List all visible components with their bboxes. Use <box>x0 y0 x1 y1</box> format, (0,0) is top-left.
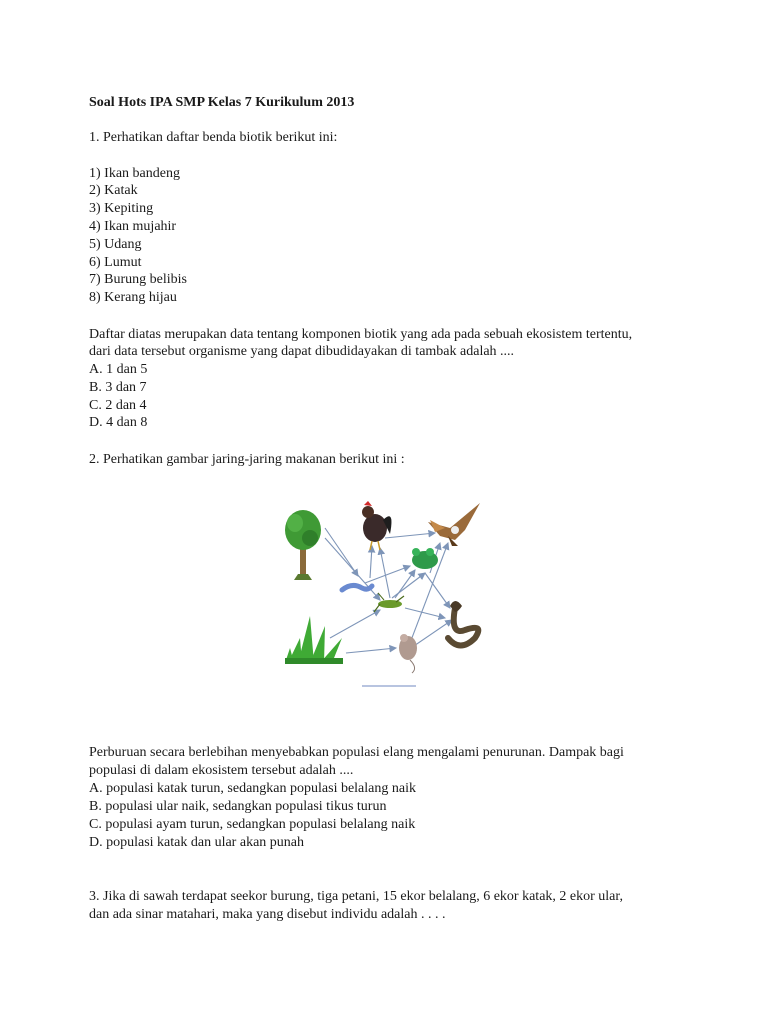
answer-option: C. populasi ayam turun, sedangkan populasi belalang naik <box>89 817 416 832</box>
grasshopper-icon <box>374 593 404 612</box>
rooster-icon <box>362 501 391 550</box>
list-item: 4) Ikan mujahir <box>89 219 177 234</box>
question-1-stem: dari data tersebut organisme yang dapat dibudidayakan di tambak adalah .... <box>89 344 515 359</box>
question-2-prompt: 2. Perhatikan gambar jaring-jaring makanan berikut ini : <box>89 452 405 467</box>
tree-icon <box>285 510 321 580</box>
answer-option: A. 1 dan 5 <box>89 362 148 377</box>
list-item: 2) Katak <box>89 183 138 198</box>
image-caption <box>362 685 416 687</box>
document-title: Soal Hots IPA SMP Kelas 7 Kurikulum 2013 <box>89 95 355 110</box>
list-item: 7) Burung belibis <box>89 272 187 287</box>
list-item: 8) Kerang hijau <box>89 290 177 305</box>
question-1-stem: Daftar diatas merupakan data tentang komponen biotik yang ada pada sebuah ekosistem tertentu, <box>89 327 633 342</box>
answer-option: D. 4 dan 8 <box>89 415 148 430</box>
mouse-icon <box>399 634 417 673</box>
list-item: 3) Kepiting <box>89 201 154 216</box>
list-item: 6) Lumut <box>89 255 142 270</box>
question-1-prompt: 1. Perhatikan daftar benda biotik berikut ini: <box>89 130 338 145</box>
list-item: 1) Ikan bandeng <box>89 166 180 181</box>
question-3-text: 3. Jika di sawah terdapat seekor burung, tiga petani, 15 ekor belalang, 6 ekor katak, 2 ekor ular, <box>89 889 623 904</box>
frog-icon <box>412 548 438 569</box>
answer-option: B. populasi ular naik, sedangkan populasi tikus turun <box>89 799 387 814</box>
eagle-icon <box>428 503 480 546</box>
grass-icon <box>285 616 343 664</box>
answer-option: C. 2 dan 4 <box>89 398 147 413</box>
answer-option: D. populasi katak dan ular akan punah <box>89 835 304 850</box>
snake-icon <box>448 601 478 646</box>
list-item: 5) Udang <box>89 237 142 252</box>
answer-option: A. populasi katak turun, sedangkan populasi belalang naik <box>89 781 416 796</box>
food-web-image <box>280 498 500 693</box>
question-2-stem: populasi di dalam ekosistem tersebut adalah .... <box>89 763 354 778</box>
question-3-text: dan ada sinar matahari, maka yang disebut individu adalah . . . . <box>89 907 446 922</box>
answer-option: B. 3 dan 7 <box>89 380 147 395</box>
question-2-stem: Perburuan secara berlebihan menyebabkan populasi elang mengalami penurunan. Dampak bagi <box>89 745 624 760</box>
